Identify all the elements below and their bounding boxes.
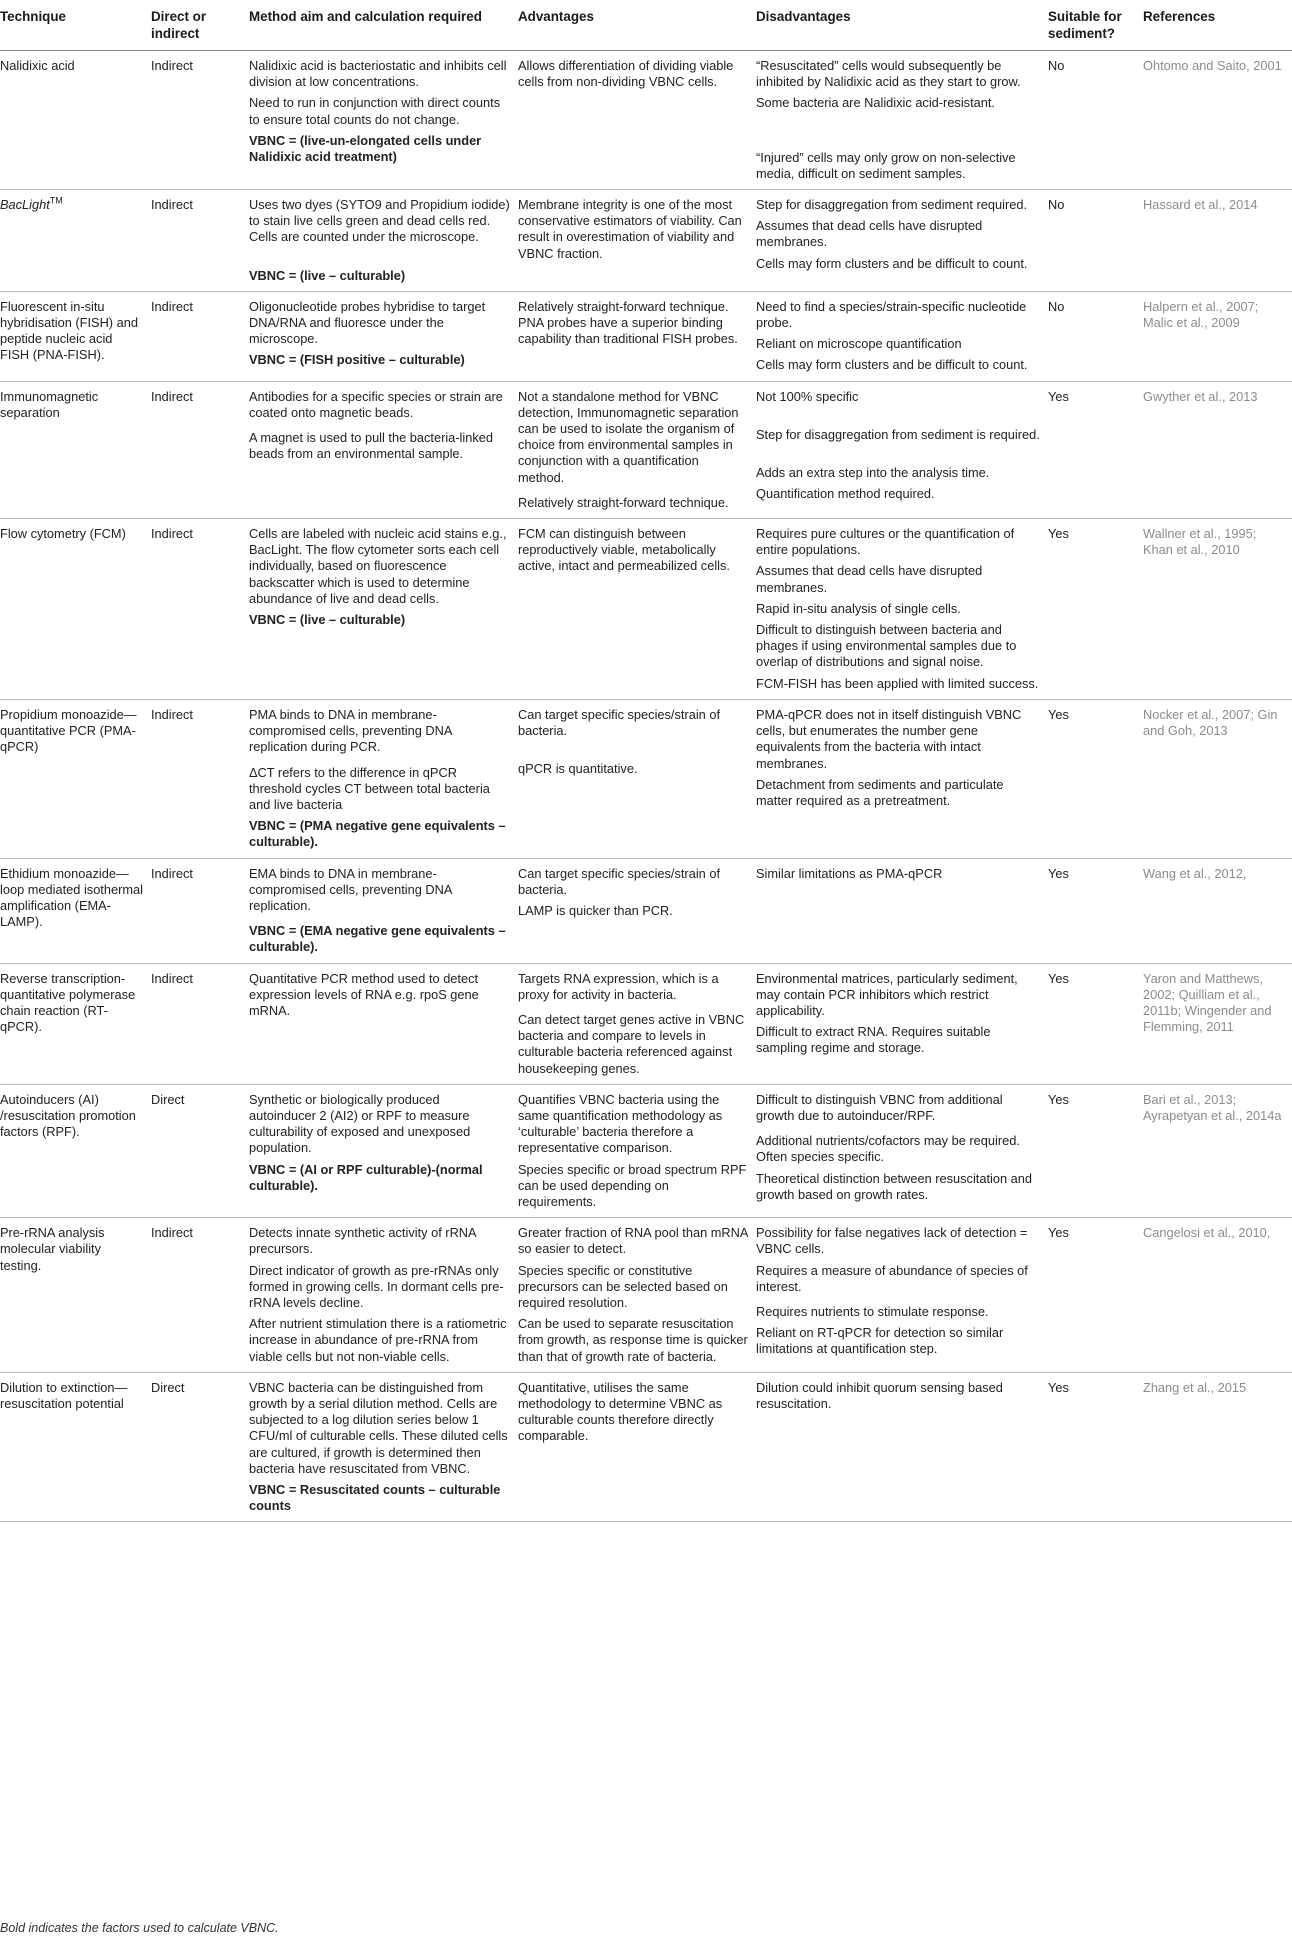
advantage-text: Relatively straight-forward technique. (518, 494, 729, 510)
cell-direct: Direct (151, 1372, 249, 1522)
cell-method (249, 858, 518, 963)
header-direct-indirect: Direct or indirect (151, 0, 249, 51)
cell-advantages (518, 963, 756, 1084)
cell-sediment: Yes (1048, 381, 1143, 518)
advantage-text: Quantitative, utilises the same methodology to determine VBNC as culturable counts therefore directly comparable. (518, 1379, 723, 1444)
method-text: After nutrient stimulation there is a ratiometric increase in abundance of pre-rRNA from viable cells but not non-viable cells. (249, 1316, 507, 1364)
advantage-text: LAMP is quicker than PCR. (518, 902, 673, 918)
cell-advantages (518, 190, 756, 292)
cell-direct: Indirect (151, 699, 249, 858)
advantage-text: Relatively straight-forward technique. PNA probes have a superior binding capability than traditional FISH probes. (518, 298, 738, 347)
disadvantage-text: Rapid in-situ analysis of single cells. (756, 600, 961, 616)
advantage-text: Targets RNA expression, which is a proxy for activity in bacteria. (518, 970, 719, 1002)
method-text: Need to run in conjunction with direct counts to ensure total counts do not change. (249, 95, 501, 127)
disadvantage-text: Some bacteria are Nalidixic acid-resistant. (756, 95, 995, 111)
header-references: References (1143, 0, 1292, 51)
cell-method (249, 1218, 518, 1373)
table-row (0, 1218, 1292, 1373)
table-row (0, 519, 1292, 700)
header-advantages: Advantages (518, 0, 756, 51)
advantage-text: Can target specific species/strain of bacteria. (518, 865, 721, 897)
advantage-text: Species specific or constitutive precursors can be selected based on required resolution. (518, 1262, 728, 1310)
cell-sediment: Yes (1048, 963, 1143, 1084)
cell-references: Bari et al., 2013; Ayrapetyan et al., 2014a (1143, 1084, 1292, 1217)
disadvantage-text: Reliant on RT-qPCR for detection so similar limitations at quantification step. (756, 1325, 1004, 1357)
table-row (0, 1084, 1292, 1217)
cell-direct: Indirect (151, 291, 249, 381)
table-header-row (0, 0, 1292, 51)
method-formula: VBNC = Resuscitated counts – culturable counts (249, 1482, 501, 1514)
header-method: Method aim and calculation required (249, 0, 518, 51)
cell-sediment: Yes (1048, 1372, 1143, 1522)
cell-disadvantages (756, 963, 1048, 1084)
method-text: Uses two dyes (SYTO9 and Propidium iodide) to stain live cells green and dead cells red. Cells are counted under the microscope. (249, 197, 510, 245)
method-text: PMA binds to DNA in membrane-compromised cells, preventing DNA replication during PCR. (249, 706, 452, 755)
header-technique: Technique (0, 0, 151, 51)
cell-references: Gwyther et al., 2013 (1143, 381, 1292, 518)
cell-method (249, 291, 518, 381)
cell-advantages (518, 1218, 756, 1373)
disadvantage-text: Requires a measure of abundance of species of interest. (756, 1262, 1028, 1294)
cell-advantages (518, 381, 756, 518)
cell-advantages (518, 1372, 756, 1522)
method-text: Synthetic or biologically produced autoinducer 2 (AI2) or RPF to measure culturability of exposed and unexposed population. (249, 1091, 471, 1156)
disadvantage-text: Difficult to distinguish between bacteria and phages if using environmental samples due to overlap of distributions and signal noise. (756, 622, 1017, 670)
cell-method (249, 963, 518, 1084)
cell-disadvantages (756, 1218, 1048, 1373)
advantage-text: Species specific or broad spectrum RPF can be used depending on requirements. (518, 1161, 747, 1209)
disadvantage-text: Dilution could inhibit quorum sensing based resuscitation. (756, 1379, 1003, 1411)
disadvantage-text: Requires nutrients to stimulate response. (756, 1303, 989, 1319)
table-row (0, 51, 1292, 190)
cell-technique: Fluorescent in-situ hybridisation (FISH) and peptide nucleic acid FISH (PNA-FISH). (0, 291, 151, 381)
table-row (0, 858, 1292, 963)
cell-advantages (518, 1084, 756, 1217)
disadvantage-text: Additional nutrients/cofactors may be required. Often species specific. (756, 1133, 1020, 1165)
cell-technique: Nalidixic acid (0, 51, 151, 190)
cell-advantages (518, 291, 756, 381)
disadvantage-text: Step for disaggregation from sediment required. (756, 197, 1028, 213)
method-text: Oligonucleotide probes hybridise to target DNA/RNA and fluoresce under the microscope. (249, 298, 486, 347)
method-formula: VBNC = (PMA negative gene equivalents – culturable). (249, 818, 506, 850)
cell-disadvantages (756, 190, 1048, 292)
method-formula: VBNC = (live – culturable) (249, 612, 406, 628)
cell-disadvantages (756, 1372, 1048, 1522)
advantage-text: Not a standalone method for VBNC detection, Immunomagnetic separation can be used to isolate the organism of choice from environmental samples in conjunction with a quantification method. (518, 388, 739, 485)
disadvantage-text: “Resuscitated” cells would subsequently be inhibited by Nalidixic acid as they start to grow. (756, 58, 1021, 90)
method-text: EMA binds to DNA in membrane-compromised cells, preventing DNA replication. (249, 865, 452, 913)
cell-disadvantages (756, 699, 1048, 858)
disadvantage-text: Assumes that dead cells have disrupted membranes. (756, 563, 983, 595)
table-row (0, 1372, 1292, 1522)
cell-advantages (518, 51, 756, 190)
cell-technique: Dilution to extinction—resuscitation potential (0, 1372, 151, 1522)
disadvantage-text: PMA-qPCR does not in itself distinguish VBNC cells, but enumerates the number gene equivalents from the bacteria with intact membranes. (756, 706, 1022, 771)
advantage-text: qPCR is quantitative. (518, 761, 638, 777)
disadvantage-text: Similar limitations as PMA-qPCR (756, 865, 943, 881)
advantage-text: Allows differentiation of dividing viable cells from non-dividing VBNC cells. (518, 58, 734, 90)
disadvantage-text: Need to find a species/strain-specific nucleotide probe. (756, 298, 1027, 331)
cell-method (249, 190, 518, 292)
disadvantage-text: “Injured” cells may only grow on non-selective media, difficult on sediment samples. (756, 149, 1016, 181)
disadvantage-text: Cells may form clusters and be difficult to count. (756, 255, 1028, 271)
cell-references: Zhang et al., 2015 (1143, 1372, 1292, 1522)
table-row (0, 699, 1292, 858)
disadvantage-text: Difficult to extract RNA. Requires suitable sampling regime and storage. (756, 1024, 991, 1056)
disadvantage-text: Difficult to distinguish VBNC from additional growth due to autoinducer/RPF. (756, 1091, 1003, 1123)
method-text: VBNC bacteria can be distinguished from growth by a serial dilution method. Cells are subjected to a log dilution series below 1 CFU/ml of culturable cells. These diluted cells are cultured, if growth is determined then bacteria have resuscitated from VBNC. (249, 1379, 508, 1476)
method-text: Antibodies for a specific species or strain are coated onto magnetic beads. (249, 388, 503, 420)
cell-sediment: Yes (1048, 699, 1143, 858)
method-formula: VBNC = (FISH positive – culturable) (249, 352, 465, 368)
cell-direct: Direct (151, 1084, 249, 1217)
cell-disadvantages (756, 1084, 1048, 1217)
advantage-text: Membrane integrity is one of the most conservative estimators of viability. Can result in overestimation of viability and VBNC fraction. (518, 197, 742, 261)
cell-disadvantages (756, 51, 1048, 190)
disadvantage-text: Assumes that dead cells have disrupted membranes. (756, 218, 983, 250)
cell-technique: Immunomagnetic separation (0, 381, 151, 518)
cell-technique: Autoinducers (AI) /resuscitation promotion factors (RPF). (0, 1084, 151, 1217)
cell-method (249, 1084, 518, 1217)
cell-technique: Ethidium monoazide—loop mediated isothermal amplification (EMA-LAMP). (0, 858, 151, 963)
header-sediment: Suitable for sediment? (1048, 0, 1143, 51)
cell-disadvantages (756, 291, 1048, 381)
cell-direct: Indirect (151, 858, 249, 963)
cell-sediment: Yes (1048, 858, 1143, 963)
method-text: A magnet is used to pull the bacteria-linked beads from an environmental sample. (249, 430, 493, 462)
disadvantage-text: Not 100% specific (756, 388, 859, 404)
cell-advantages (518, 519, 756, 700)
advantage-text: Can be used to separate resuscitation from growth, as response time is quicker than that of growth rate of bacteria. (518, 1316, 748, 1364)
table-row (0, 381, 1292, 518)
cell-sediment: Yes (1048, 1084, 1143, 1217)
cell-technique: Flow cytometry (FCM) (0, 519, 151, 700)
cell-method (249, 1372, 518, 1522)
cell-references: Ohtomo and Saito, 2001 (1143, 51, 1292, 190)
cell-sediment: Yes (1048, 519, 1143, 700)
table-footnote: Bold indicates the factors used to calculate VBNC. (0, 1921, 279, 1935)
advantage-text: Quantifies VBNC bacteria using the same quantification methodology as ‘culturable’ bacteria therefore a representative comparison. (518, 1091, 723, 1156)
cell-references: Wang et al., 2012, (1143, 858, 1292, 963)
method-text: Cells are labeled with nucleic acid stains e.g., BacLight. The flow cytometer sorts each cell individually, based on fluorescence backscatter which is used to determine abundance of live and dead cells. (249, 526, 507, 606)
method-text: ΔCT refers to the difference in qPCR threshold cycles CT between total bacteria and live bacteria (249, 764, 490, 812)
method-text: Nalidixic acid is bacteriostatic and inhibits cell division at low concentrations. (249, 58, 507, 90)
disadvantage-text: Detachment from sediments and particulate matter required as a pretreatment. (756, 776, 1004, 808)
disadvantage-text: Reliant on microscope quantification (756, 336, 962, 352)
cell-sediment: No (1048, 51, 1143, 190)
cell-sediment: Yes (1048, 1218, 1143, 1373)
disadvantage-text: Adds an extra step into the analysis time. (756, 465, 990, 481)
trademark-superscript: TM (49, 195, 63, 206)
cell-sediment: No (1048, 190, 1143, 292)
cell-method (249, 699, 518, 858)
cell-direct: Indirect (151, 519, 249, 700)
cell-disadvantages (756, 381, 1048, 518)
method-formula: VBNC = (EMA negative gene equivalents – culturable). (249, 923, 506, 955)
disadvantage-text: Environmental matrices, particularly sediment, may contain PCR inhibitors which restrict applicability. (756, 970, 1018, 1018)
cell-direct: Indirect (151, 963, 249, 1084)
method-text: Quantitative PCR method used to detect expression levels of RNA e.g. rpoS gene mRNA. (249, 970, 479, 1018)
method-text: Direct indicator of growth as pre-rRNAs only formed in growing cells. In dormant cells pre-rRNA levels decline. (249, 1262, 504, 1310)
cell-technique (0, 190, 151, 292)
cell-technique: Propidium monoazide—quantitative PCR (PMA-qPCR) (0, 699, 151, 858)
cell-method (249, 381, 518, 518)
method-formula: VBNC = (live-un-elongated cells under Nalidixic acid treatment) (249, 132, 482, 165)
disadvantage-text: Possibility for false negatives lack of detection = VBNC cells. (756, 1225, 1028, 1257)
cell-technique: Reverse transcription-quantitative polymerase chain reaction (RT-qPCR). (0, 963, 151, 1084)
cell-disadvantages (756, 519, 1048, 700)
cell-direct: Indirect (151, 51, 249, 190)
cell-references: Yaron and Matthews, 2002; Quilliam et al., 2011b; Wingender and Flemming, 2011 (1143, 963, 1292, 1084)
method-text: Detects innate synthetic activity of rRNA precursors. (249, 1225, 476, 1257)
disadvantage-text: Quantification method required. (756, 486, 935, 502)
cell-advantages (518, 699, 756, 858)
cell-direct: Indirect (151, 190, 249, 292)
disadvantage-text: Theoretical distinction between resuscitation and growth based on growth rates. (756, 1170, 1033, 1202)
disadvantage-text: Requires pure cultures or the quantification of entire populations. (756, 526, 1015, 558)
method-formula: VBNC = (AI or RPF culturable)-(normal culturable). (249, 1161, 483, 1193)
cell-direct: Indirect (151, 1218, 249, 1373)
cell-references: Hassard et al., 2014 (1143, 190, 1292, 292)
disadvantage-text: FCM-FISH has been applied with limited success. (756, 675, 1039, 691)
cell-sediment: No (1048, 291, 1143, 381)
table-row (0, 190, 1292, 292)
advantage-text: Can detect target genes active in VBNC bacteria and compare to levels in culturable bacteria referenced against housekeeping genes. (518, 1011, 745, 1076)
disadvantage-text: Step for disaggregation from sediment is required. (756, 426, 1040, 442)
cell-technique: Pre-rRNA analysis molecular viability testing. (0, 1218, 151, 1373)
cell-references: Nocker et al., 2007; Gin and Goh, 2013 (1143, 699, 1292, 858)
technique-name: BacLight (0, 197, 50, 213)
table-row (0, 291, 1292, 381)
header-disadvantages: Disadvantages (756, 0, 1048, 51)
cell-method (249, 51, 518, 190)
cell-references: Cangelosi et al., 2010, (1143, 1218, 1292, 1373)
advantage-text: FCM can distinguish between reproductively viable, metabolically active, intact and permeabilized cells. (518, 526, 730, 574)
cell-direct: Indirect (151, 381, 249, 518)
advantage-text: Can target specific species/strain of bacteria. (518, 706, 721, 739)
cell-method (249, 519, 518, 700)
cell-disadvantages (756, 858, 1048, 963)
advantage-text: Greater fraction of RNA pool than mRNA so easier to detect. (518, 1225, 748, 1257)
disadvantage-text: Cells may form clusters and be difficult to count. (756, 357, 1028, 373)
table-row (0, 963, 1292, 1084)
cell-advantages (518, 858, 756, 963)
cell-references: Wallner et al., 1995; Khan et al., 2010 (1143, 519, 1292, 700)
method-formula: VBNC = (live – culturable) (249, 267, 406, 283)
cell-references: Halpern et al., 2007; Malic et al., 2009 (1143, 291, 1292, 381)
